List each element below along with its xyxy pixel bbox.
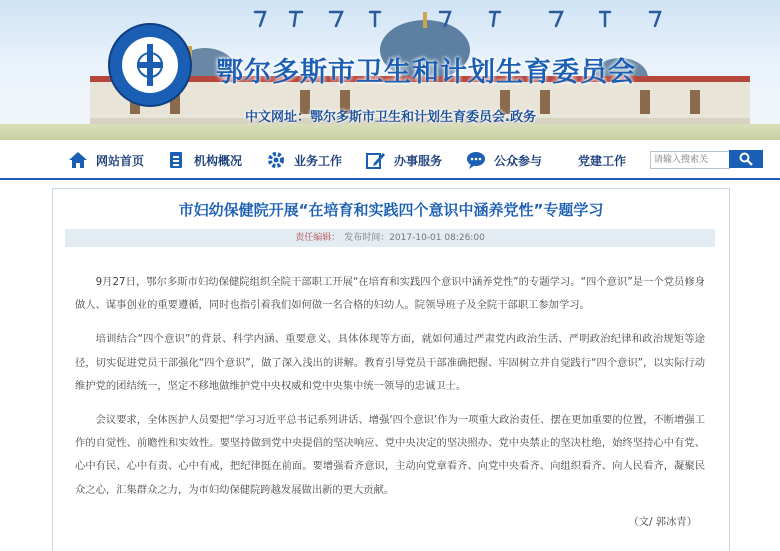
- nav-item-services[interactable]: [366, 149, 442, 171]
- grass-strip: [0, 124, 780, 140]
- article-paragraph: 培训结合“四个意识”的背景、科学内涵、重要意义、具体体现等方面，就如何通过严肃党内政治生活、严明政治纪律和政治规矩等途径，切实促进党员干部强化“四个意识”，做了深入浅出的讲解。教育引导党员干部准确把握、牢固树立并自觉践行“四个意识”，以实际行动维护党的团结统一，坚定不移地做维护党中央权威和党中央集中统一领导的忠诚卫士。: [75, 333, 705, 392]
- mongolian-script-title: [250, 8, 670, 30]
- meta-editor: 责任编辑：: [295, 233, 341, 243]
- search-input[interactable]: [650, 151, 730, 169]
- site-title: 鄂尔多斯市卫生和计划生育委员会: [216, 57, 636, 88]
- article-author: （文/ 郭冰青）: [628, 515, 697, 528]
- nav-item-party[interactable]: [578, 149, 626, 171]
- search-icon: [739, 152, 753, 166]
- chat-icon: [466, 151, 486, 169]
- article-body: [75, 271, 705, 534]
- home-icon: [68, 151, 88, 169]
- article-meta: [65, 229, 715, 247]
- edit-icon: [366, 151, 386, 169]
- emblem-logo: [107, 22, 193, 108]
- nav-label: 公众参与: [494, 153, 543, 168]
- nav-label: 党建工作: [578, 153, 627, 168]
- nav-label: 办事服务: [394, 153, 443, 168]
- nav-item-about[interactable]: [166, 149, 242, 171]
- nav-item-participation[interactable]: [466, 149, 542, 171]
- article-paragraph: 会议要求，全体医护人员要把“学习习近平总书记系列讲话、增强‘四个意识’作为一项重大政治责任、摆在更加重要的位置，不断增强工作的自觉性、前瞻性和实效性。要坚持做到党中央提倡的坚决响应、党中央决定的坚决照办、党中央禁止的坚决杜绝，始终坚持心中有党、心中有民、心中有责、心中有戒，把纪律挺在前面。要增强看齐意识，主动向党章看齐、向党中央看齐、向组织看齐、向人民看齐，凝聚民众之心，汇集群众之力，为市妇幼保健院跨越发展做出新的更大贡献。: [75, 414, 705, 496]
- site-url-line: 中文网址：鄂尔多斯市卫生和计划生育委员会.政务: [245, 110, 536, 125]
- building-icon: [166, 151, 186, 169]
- article-paragraph: 9月27日，鄂尔多斯市妇幼保健院组织全院干部职工开展“在培育和实践四个意识中涵养党性”的专题学习。“四个意识”是一个党员修身做人、谋事创业的重要遵循，同时也指引着我们如何做一名合格的妇幼人。院领导班子及全院干部职工参加学习。: [75, 276, 705, 312]
- site-banner: [0, 0, 780, 140]
- search-button[interactable]: [729, 150, 763, 168]
- meta-time: 发布时间：2017-10-01 08:26:00: [344, 233, 485, 243]
- nav-label: 业务工作: [294, 153, 343, 168]
- main-nav: [0, 140, 780, 180]
- nav-label: 机构概况: [194, 153, 243, 168]
- nav-label: 网站首页: [96, 153, 145, 168]
- nav-item-home[interactable]: [68, 149, 144, 171]
- article-panel: [52, 188, 730, 551]
- nav-item-business[interactable]: [266, 149, 342, 171]
- article-title: 市妇幼保健院开展“在培育和实践四个意识中涵养党性”专题学习: [178, 201, 604, 219]
- gear-icon: [266, 151, 286, 169]
